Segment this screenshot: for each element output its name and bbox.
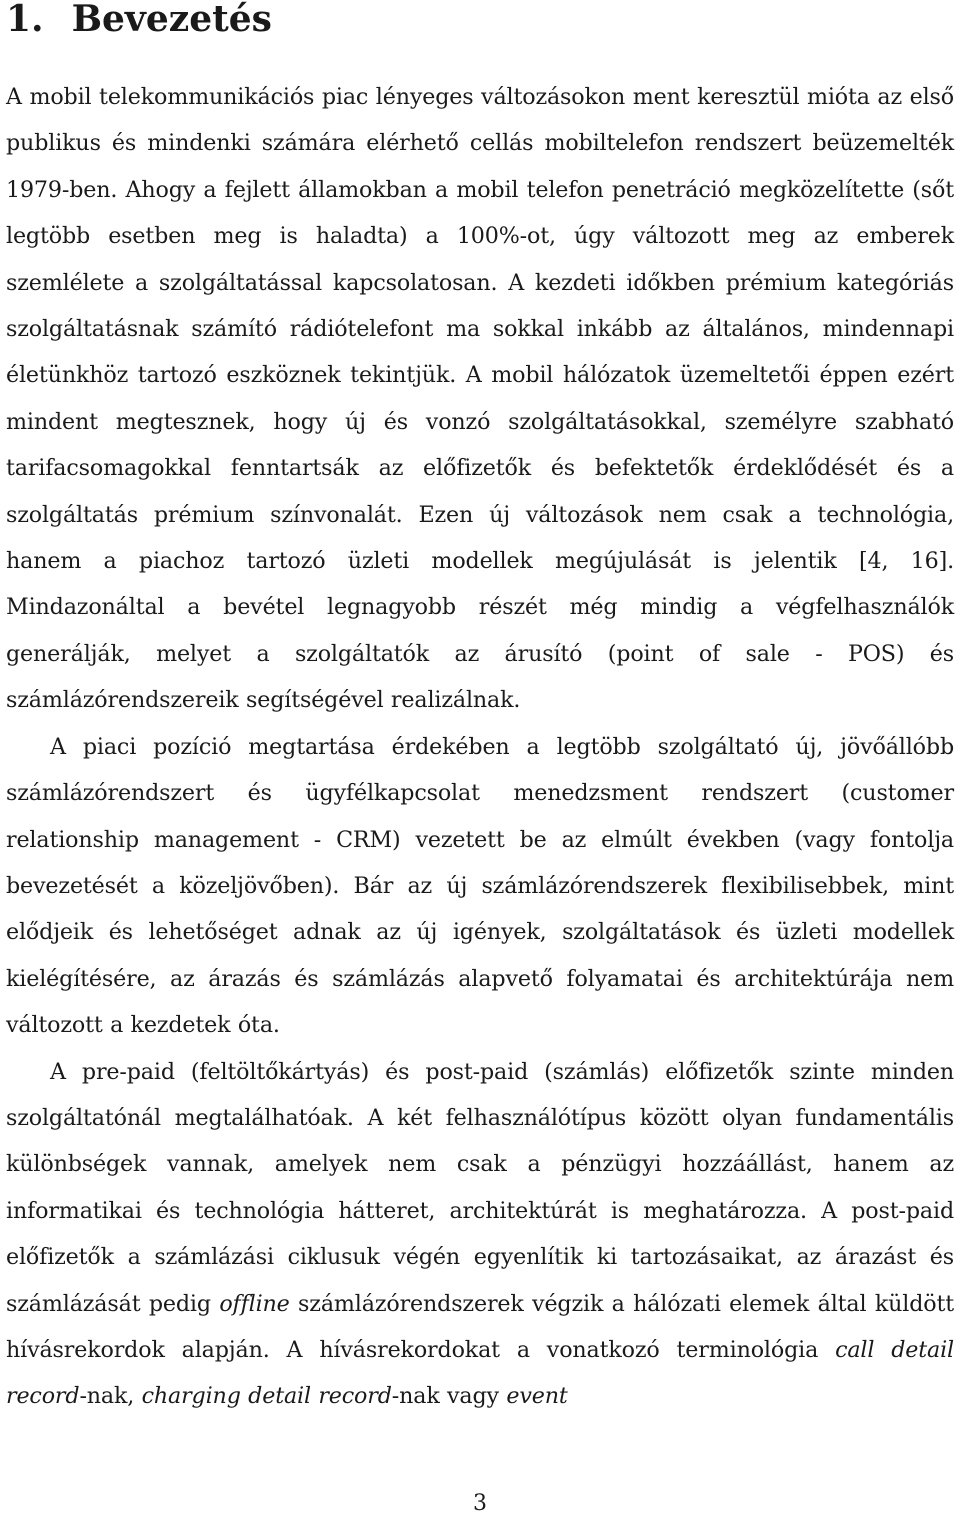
paragraph-3 — [6, 1049, 954, 1420]
text-run: A piaci pozíció megtartása érdekében a legtöbb szolgáltató új, jövőállóbb számlázórendszert és ügyfélkapcsolat menedzsment rendszert (customer relationship management - CRM) vezetett be az elmúlt években (vagy fontolja bevezetését a közeljövőben). Bár az új számlázórendszerek flexibilisebbek, mint elődjeik és lehetőséget adnak az új igények, szolgáltatások és üzleti modellek kielégítésére, az árazás és számlázás alapvető folyamatai és architektúrája nem változott a kezdetek óta. — [6, 733, 954, 1039]
section-title: Bevezetés — [71, 0, 272, 40]
italic-term: event — [506, 1383, 568, 1410]
italic-term: charging detail record — [141, 1383, 392, 1410]
section-heading — [6, 0, 954, 40]
italic-term: call detail record — [6, 1336, 955, 1410]
paragraph-1 — [6, 74, 954, 724]
text-run: -nak, — [79, 1383, 142, 1410]
text-run: -nak vagy — [391, 1383, 507, 1410]
document-page — [6, 0, 954, 1420]
text-run: A pre-paid (feltöltőkártyás) és post-paid (számlás) előfizetők szinte minden szolgáltatónál megtalálhatóak. A két felhasználótípus között olyan fundamentális különbségek vannak, amelyek nem csak a pénzügyi hozzáállást, hanem az informatikai és technológia hátteret, architektúrát is meghatározza. A post-paid előfizetők a számlázási ciklusuk végén egyenlítik ki tartozásaikat, az árazást és számlázását pedig — [6, 1058, 954, 1317]
section-number: 1. — [6, 0, 44, 40]
text-run: A mobil telekommunikációs piac lényeges változásokon ment keresztül mióta az első publikus és mindenki számára elérhető cellás mobiltelefon rendszert beüzemelték 1979-ben. Ahogy a fejlett államokban a mobil telefon penetráció megközelítette (sőt legtöbb esetben meg is haladta) a 100%-ot, úgy változott meg az emberek szemlélete a szolgáltatással kapcsolatosan. A kezdeti időkben prémium kategóriás szolgáltatásnak számító rádiótelefont ma sokkal inkább az általános, mindennapi életünkhöz tartozó eszköznek tekintjük. A mobil hálózatok üzemeltetői éppen ezért mindent megtesznek, hogy új és vonzó szolgáltatásokkal, személyre szabható tarifacsomagokkal fenntartsák az előfizetők és befektetők érdeklődését és a szolgáltatás prémium színvonalát. Ezen új változások nem csak a technológia, hanem a piachoz tartozó üzleti modellek megújulását is jelentik [4, 16]. Mindazonáltal a bevétel legnagyobb részét még mindig a végfelhasználók generálják, melyet a szolgáltatók az árusító (point of sale - POS) és számlázórendszereik segítségével realizálnak. — [6, 84, 954, 714]
page-number: 3 — [473, 1491, 487, 1516]
body-text — [6, 74, 954, 1420]
text-run: számlázórendszerek végzik a hálózati elemek által küldött hívásrekordok alapján. A hívásrekordokat a vonatkozó terminológia — [6, 1290, 954, 1363]
italic-term: offline — [219, 1290, 290, 1317]
paragraph-2 — [6, 724, 954, 1049]
